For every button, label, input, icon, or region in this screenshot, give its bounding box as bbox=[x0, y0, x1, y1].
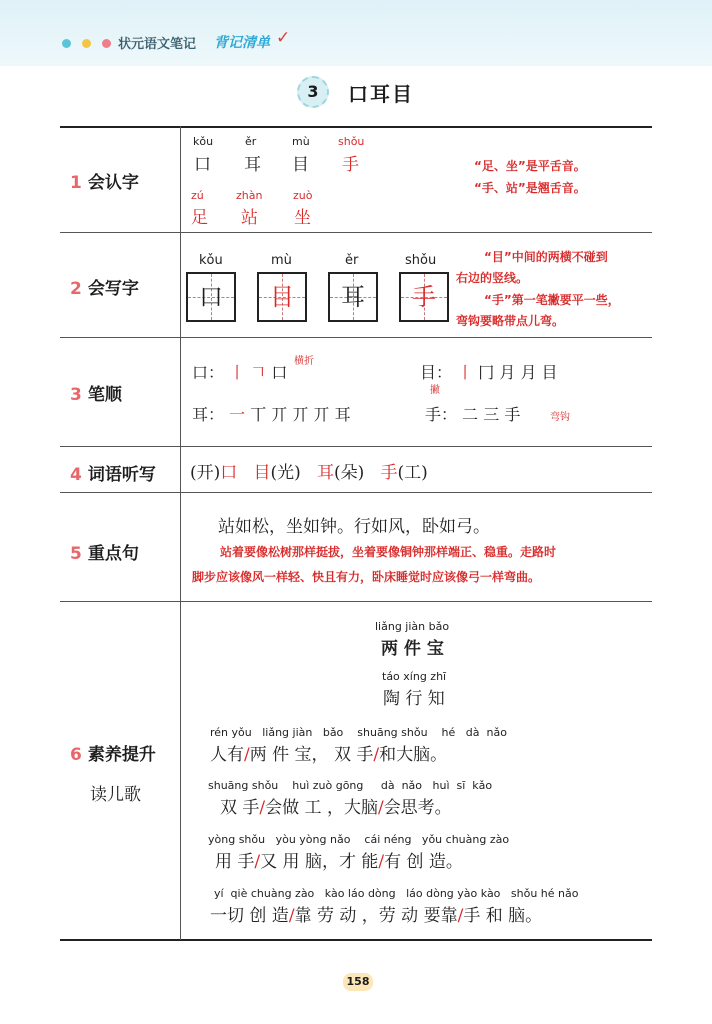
sentence-explanation: 站着要像松树那样挺拔，坐着要像铜钟那样端正、稳重。走路时 bbox=[220, 545, 557, 559]
poem-title-pinyin: liǎng jiàn bǎo bbox=[375, 620, 450, 633]
sentence-explanation: 脚步应该像风一样轻、快且有力，卧床睡觉时应该像弓一样弯曲。 bbox=[192, 570, 541, 584]
row-label-recognize: 1 会认字 bbox=[70, 173, 139, 193]
stroke-order-er: 耳： 一 丅 丌 丌 丌 耳 bbox=[192, 405, 351, 424]
row-label-write: 2 会写字 bbox=[70, 279, 139, 299]
stroke-order-shou: 手： 二 三 手 bbox=[425, 405, 521, 424]
stroke-order-mu: 目： 丨 冂 月 月 目 bbox=[420, 363, 558, 382]
stroke-annotation: 撇 bbox=[430, 385, 440, 396]
header-dot bbox=[102, 39, 111, 48]
poem-author-pinyin: táo xíng zhī bbox=[382, 670, 447, 683]
character: 足 bbox=[191, 208, 208, 228]
poem-title: 两 件 宝 bbox=[381, 639, 444, 659]
poem-line-pinyin: yòng shǒu yòu yòng nǎo cái néng yǒu chuàng zào bbox=[208, 833, 510, 846]
pinyin: kǒu bbox=[193, 135, 214, 148]
row-divider bbox=[60, 492, 652, 493]
poem-line: 双 手/会做 工 ，大脑/会思考。 bbox=[220, 798, 452, 818]
poem-line: 人有/两 件 宝， 双 手/和大脑。 bbox=[210, 745, 448, 765]
pinyin: zhàn bbox=[236, 189, 263, 202]
table-bottom-border bbox=[60, 939, 652, 941]
writing-grid-box: 目 bbox=[257, 272, 307, 322]
brand-title: 状元语文笔记 bbox=[118, 37, 197, 52]
character: 口 bbox=[194, 155, 211, 175]
annotation: “手”第一笔撇要平一些， bbox=[484, 293, 620, 307]
row-divider bbox=[60, 446, 652, 447]
row-sublabel: 读儿歌 bbox=[90, 785, 141, 805]
stroke-annotation: 弯钩 bbox=[550, 412, 570, 423]
pinyin: ěr bbox=[345, 253, 359, 268]
writing-grid-box: 口 bbox=[186, 272, 236, 322]
table-top-border bbox=[60, 126, 652, 128]
poem-line: 一切 创 造/靠 劳 动 ，劳 动 要靠/手 和 脑。 bbox=[210, 906, 543, 926]
character: 手 bbox=[342, 155, 359, 175]
row-divider bbox=[60, 337, 652, 338]
header-dot bbox=[62, 39, 71, 48]
poem-line-pinyin: shuāng shǒu huì zuò gōng dà nǎo huì sī kǎo bbox=[208, 779, 493, 792]
pinyin: zú bbox=[191, 189, 204, 202]
lesson-title: 口耳目 bbox=[348, 82, 414, 106]
stroke-order-kou: 口： 丨 𠃍 口 bbox=[192, 363, 288, 382]
annotation: “手、站”是翘舌音。 bbox=[474, 181, 586, 195]
checkmark-icon: ✓ bbox=[276, 28, 291, 48]
pinyin: zuò bbox=[293, 189, 313, 202]
pinyin: kǒu bbox=[199, 253, 223, 268]
row-label-dictation: 4 词语听写 bbox=[70, 465, 156, 485]
poem-line: 用 手/又 用 脑，才 能/有 创 造。 bbox=[215, 852, 463, 872]
pinyin: shǒu bbox=[405, 253, 437, 268]
column-divider bbox=[180, 126, 181, 940]
key-sentence: 站如松，坐如钟。行如风，卧如弓。 bbox=[218, 517, 490, 537]
row-divider bbox=[60, 601, 652, 602]
row-label-stroke-order: 3 笔顺 bbox=[70, 385, 122, 405]
row-label-key-sentence: 5 重点句 bbox=[70, 544, 139, 564]
writing-grid-box: 耳 bbox=[328, 272, 378, 322]
pinyin: shǒu bbox=[338, 135, 365, 148]
annotation: 弯钩要略带点儿弯。 bbox=[456, 314, 565, 328]
pinyin: ěr bbox=[245, 135, 257, 148]
character: 耳 bbox=[244, 155, 261, 175]
annotation: “目”中间的两横不碰到 bbox=[484, 250, 608, 264]
poem-line-pinyin: yí qiè chuàng zào kào láo dòng láo dòng yào kào shǒu hé nǎo bbox=[214, 887, 579, 900]
character: 坐 bbox=[294, 208, 311, 228]
pinyin: mù bbox=[292, 135, 310, 148]
lesson-number: 3 bbox=[297, 76, 329, 108]
brand-subtitle: 背记清单 bbox=[214, 35, 270, 51]
row-divider bbox=[60, 232, 652, 233]
header-dot bbox=[82, 39, 91, 48]
page-number: 158 bbox=[343, 973, 373, 991]
character: 站 bbox=[241, 208, 258, 228]
poem-line-pinyin: rén yǒu liǎng jiàn bǎo shuāng shǒu hé dà nǎo bbox=[210, 726, 507, 739]
character: 目 bbox=[292, 155, 309, 175]
writing-grid-box: 手 bbox=[399, 272, 449, 322]
pinyin: mù bbox=[271, 253, 292, 268]
annotation: 右边的竖线。 bbox=[456, 271, 529, 285]
header-strip bbox=[0, 0, 712, 66]
dictation-words: (开)口 目(光) 耳(朵) 手(工) bbox=[190, 463, 428, 483]
annotation: “足、坐”是平舌音。 bbox=[474, 159, 586, 173]
row-label-literacy: 6 素养提升 bbox=[70, 745, 156, 765]
stroke-annotation: 横折 bbox=[294, 356, 314, 367]
poem-author: 陶 行 知 bbox=[383, 689, 445, 709]
